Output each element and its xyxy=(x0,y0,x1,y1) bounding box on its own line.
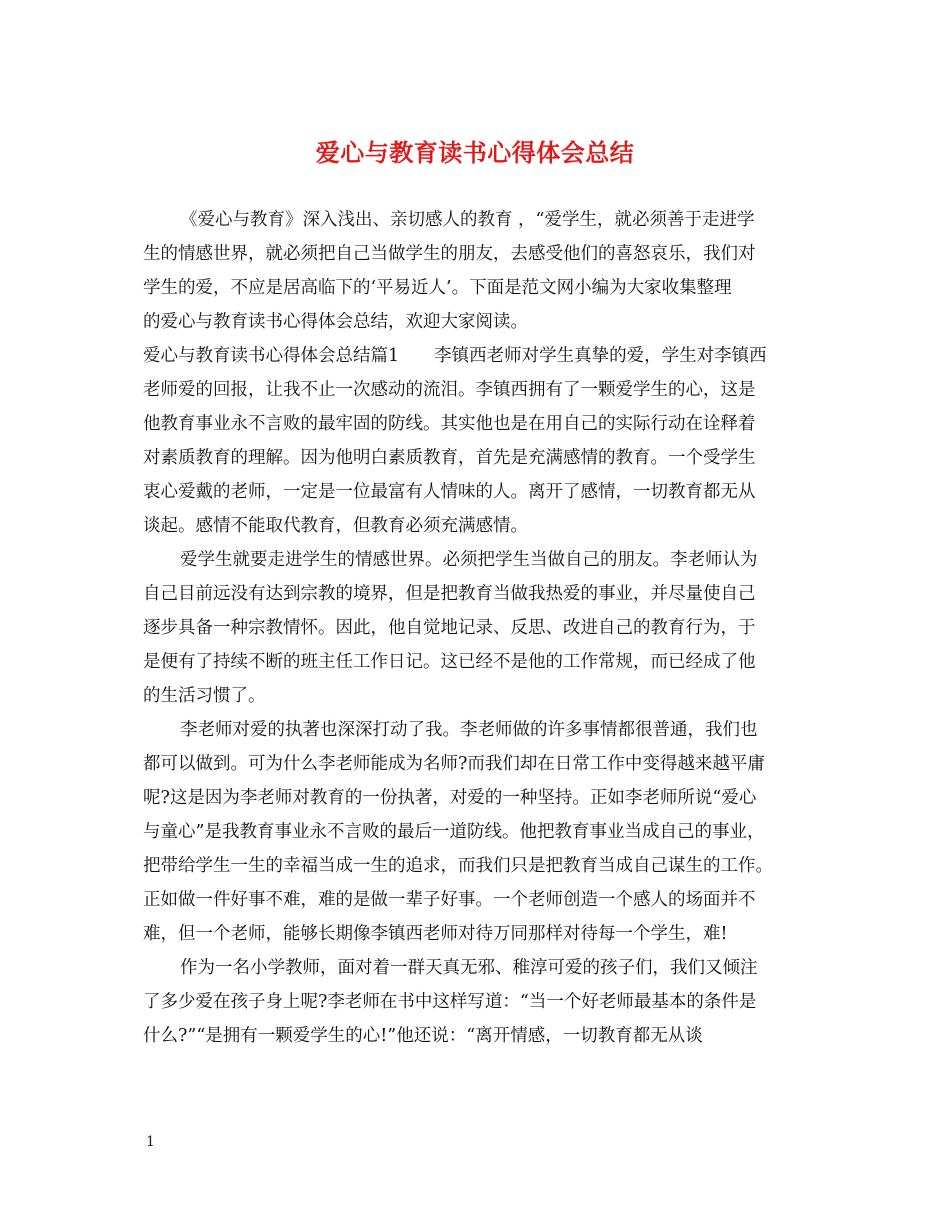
text-line: 了多少爱在孩子身上呢?李老师在书中这样写道：“当一个好老师最基本的条件是 xyxy=(143,992,757,1012)
text-line: 正如做一件好事不难，难的是做一辈子好事。一个老师创造一个感人的场面并不 xyxy=(143,890,756,910)
text-line: 与童心”是我教育事业永不言败的最后一道防线。他把教育事业当成自己的事业， xyxy=(143,822,765,842)
text-line: 作为一名小学教师，面对着一群天真无邪、稚淳可爱的孩子们，我们又倾注 xyxy=(180,958,758,978)
text-line: 难，但一个老师，能够长期像李镇西老师对待万同那样对待每一个学生，难! xyxy=(143,924,728,944)
text-line: 对素质教育的理解。因为他明白素质教育，首先是充满感情的教育。一个受学生 xyxy=(143,448,756,468)
text-line: 学生的爱，不应是居高临下的‘平易近人’。下面是范文网小编为大家收集整理 xyxy=(143,278,732,298)
text-line: 衷心爱戴的老师，一定是一位最富有人情味的人。离开了感情，一切教育都无从 xyxy=(143,482,756,502)
text-line: 都可以做到。可为什么李老师能成为名师?而我们却在日常工作中变得越来越平庸 xyxy=(143,754,765,774)
text-line: 把带给学生一生的幸福当成一生的追求，而我们只是把教育当成自己谋生的工作。 xyxy=(143,856,773,876)
text-line: 李老师对爱的执著也深深打动了我。李老师做的许多事情都很普通，我们也 xyxy=(180,720,758,740)
text-line: 老师爱的回报，让我不止一次感动的流泪。李镇西拥有了一颗爱学生的心，这是 xyxy=(143,380,756,400)
text-line: 《爱心与教育》深入浅出、亲切感人的教育 ，“爱学生，就必须善于走进学 xyxy=(180,210,755,230)
text-line: 生的情感世界，就必须把自己当做学生的朋友，去感受他们的喜怒哀乐，我们对 xyxy=(143,244,756,264)
text-line: 的爱心与教育读书心得体会总结，欢迎大家阅读。 xyxy=(143,312,528,332)
text-line: 的生活习惯了。 xyxy=(143,686,266,706)
text-line: 他教育事业永不言败的最牢固的防线。其实他也是在用自己的实际行动在诠释着 xyxy=(143,414,756,434)
document-title: 爱心与教育读书心得体会总结 xyxy=(315,138,635,167)
text-line: 逐步具备一种宗教情怀。因此，他自觉地记录、反思、改进自己的教育行为，于 xyxy=(143,618,756,638)
text-line: 是便有了持续不断的班主任工作日记。这已经不是他的工作常规，而已经成了他 xyxy=(143,652,756,672)
text-line: 自己目前远没有达到宗教的境界，但是把教育当做我热爱的事业，并尽量使自己 xyxy=(143,584,756,604)
text-line: 爱心与教育读书心得体会总结篇1 李镇西老师对学生真挚的爱，学生对李镇西 xyxy=(143,346,767,366)
text-line: 什么?”“是拥有一颗爱学生的心!”他还说：“离开情感，一切教育都无从谈 xyxy=(143,1026,703,1046)
page-number: 1 xyxy=(146,1134,155,1150)
text-line: 呢?这是因为李老师对教育的一份执著，对爱的一种坚持。正如李老师所说“爱心 xyxy=(143,788,757,808)
text-line: 爱学生就要走进学生的情感世界。必须把学生当做自己的朋友。李老师认为 xyxy=(180,550,758,570)
text-line: 谈起。感情不能取代教育，但教育必须充满感情。 xyxy=(143,516,528,536)
document-body xyxy=(143,203,833,1053)
